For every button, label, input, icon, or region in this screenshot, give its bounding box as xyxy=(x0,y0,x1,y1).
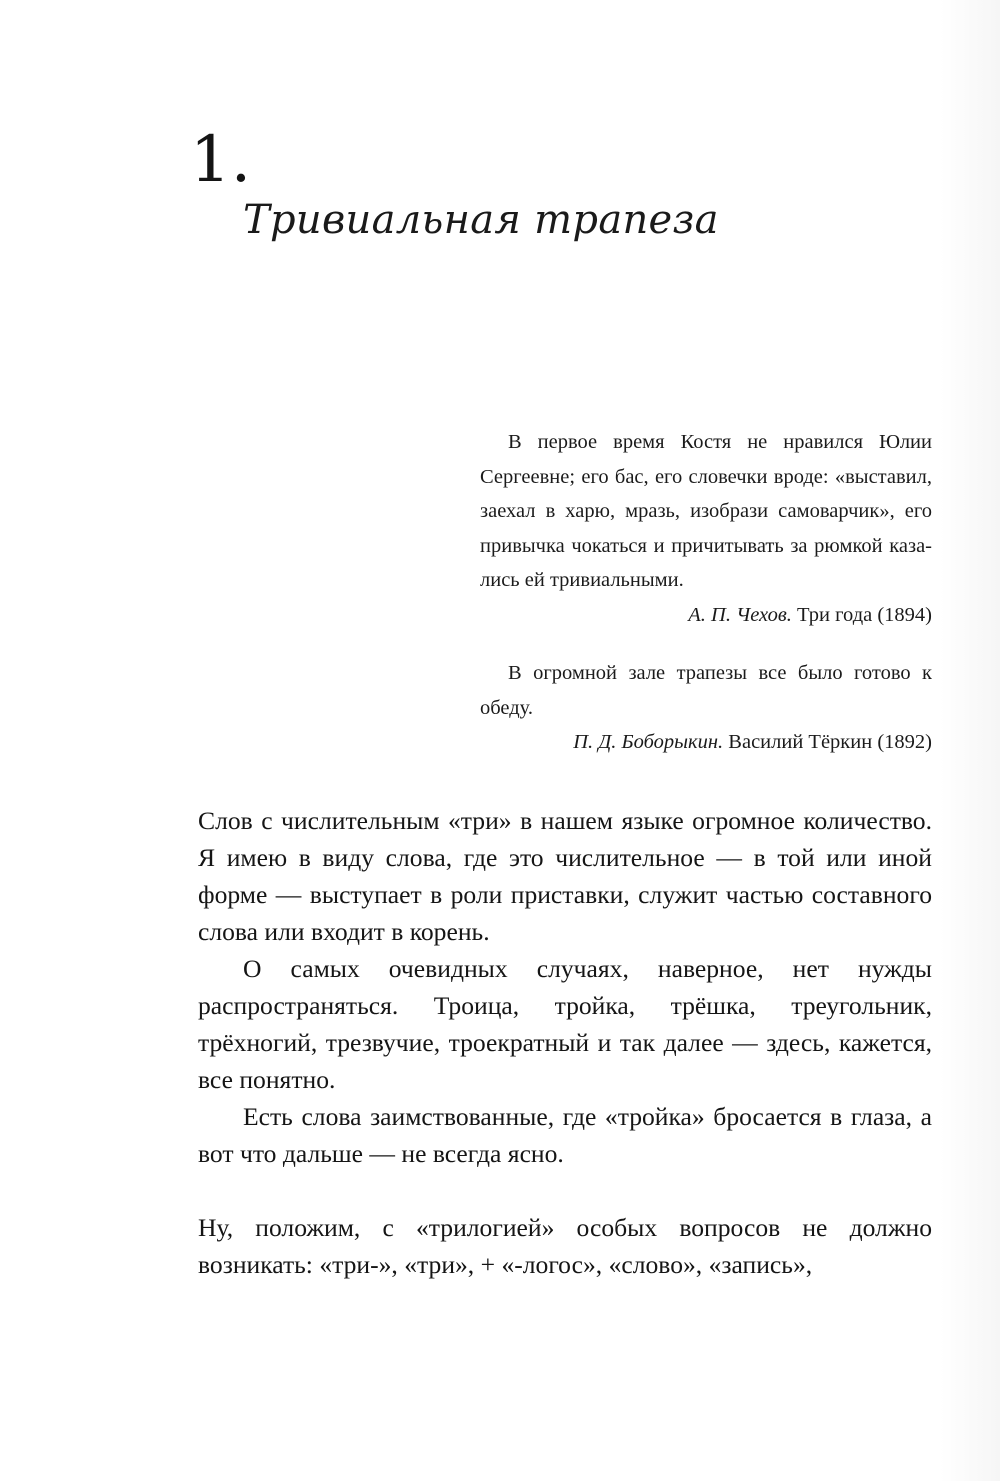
epigraphs xyxy=(480,425,932,760)
epigraph-source xyxy=(480,725,932,760)
epigraph-text: В огромной зале трапезы все было готово к обеду. xyxy=(480,662,932,719)
chapter-number: 1. xyxy=(190,123,252,197)
paragraph: Слов с числительным «три» в нашем языке огромное количество. Я имею в виду слова, где это числительное — в той или иной форме — выступает в роли приставки, служит частью составного слова или входит в корень. xyxy=(198,806,932,946)
chapter-title: Тривиальная трапеза xyxy=(243,197,719,243)
paragraph: О самых очевидных случаях, наверное, нет нужды распространяться. Троица, тройка, трёшка, треугольник, трёхногий, трезвучие, троекратный и так далее — здесь, кажется, все понятно. xyxy=(198,954,932,1094)
epigraph-author: П. Д. Боборыкин. xyxy=(573,731,724,753)
paragraph: Ну, положим, с «трилогией» особых вопросов не должно возникать: «три-», «три», + «-логос», «слово», «запись», xyxy=(198,1213,932,1279)
epigraph-source xyxy=(480,598,932,633)
epigraph xyxy=(480,656,932,760)
paragraph: Есть слова заимствованные, где «тройка» бросается в глаза, а вот что дальше — не всегда ясно. xyxy=(198,1102,932,1168)
epigraph-work: Три года (1894) xyxy=(791,603,932,626)
epigraph xyxy=(480,425,932,632)
body-text xyxy=(198,802,932,1283)
epigraph-text: В первое время Костя не нравился Юлии Сергеевне; его бас, его словечки вроде: «выставил, заехал в харю, мразь, изобрази самоварчик», его привычка чокаться и причитывать за рюмкой казались ей тривиальными. xyxy=(480,431,932,591)
epigraph-author: А. П. Чехов. xyxy=(688,603,792,626)
page-edge-shadow xyxy=(940,0,1000,1481)
epigraph-work: Василий Тёркин (1892) xyxy=(723,731,932,753)
